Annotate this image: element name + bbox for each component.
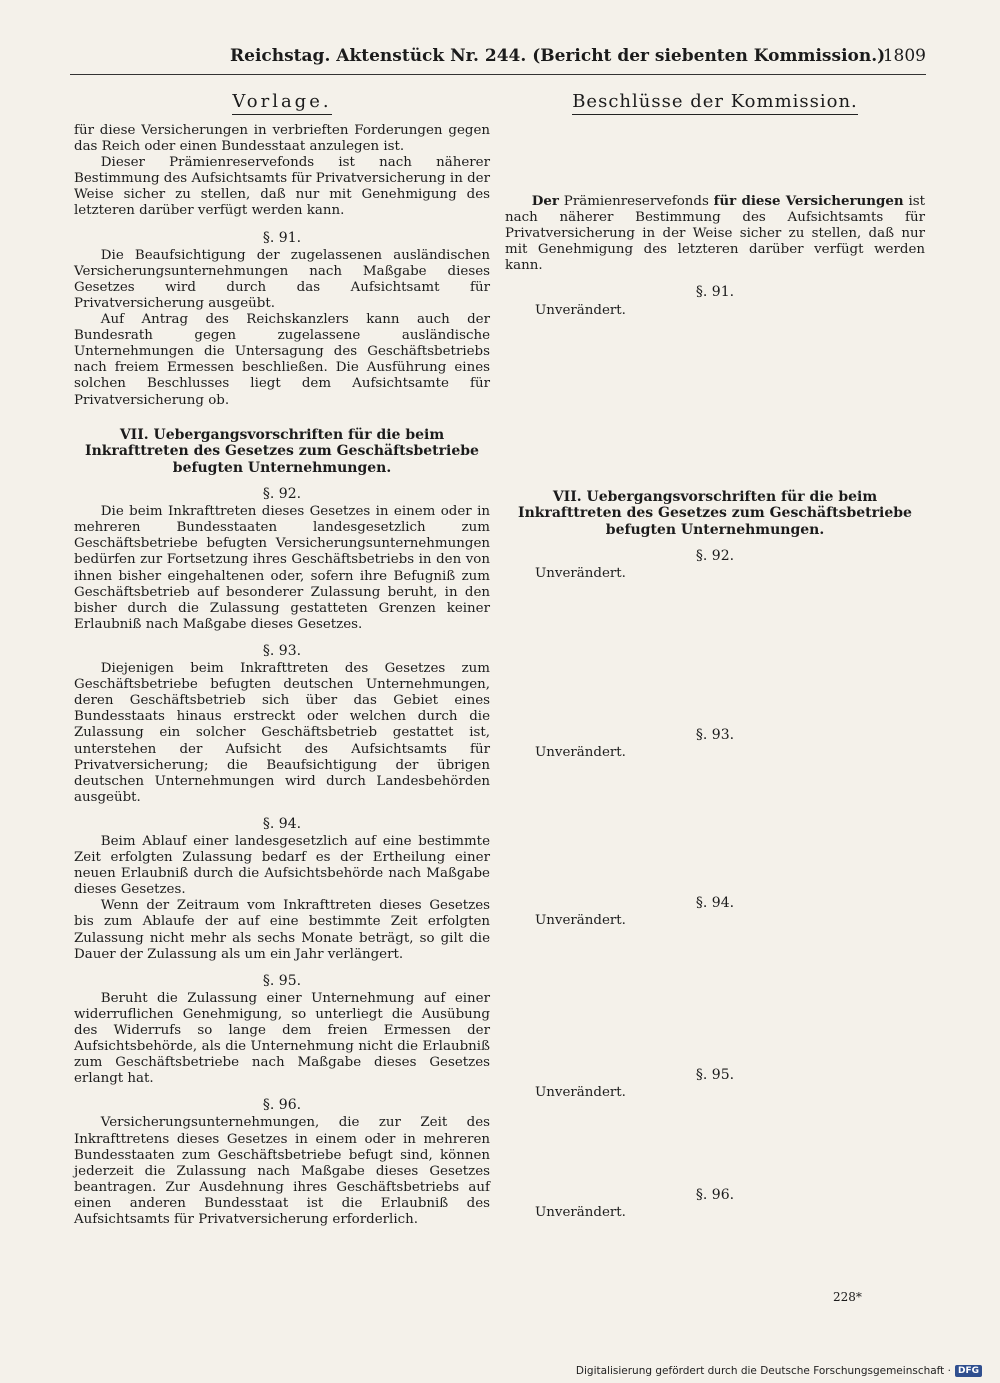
section-number: §. 95. (695, 1066, 735, 1083)
unchanged-note: Unverändert. (535, 912, 626, 928)
paragraph: Beruht die Zulassung einer Unternehmung auf einer widerruflichen Genehmigung, so unterliegt die Ausübung des Widerrufs so lange dem freien Ermessen der Aufsichtsbehörde, als die Unternehmung nicht die Erlaubniß zum Geschäftsbetriebe nach Maßgabe dieses Gesetzes erlangt hat. (74, 990, 490, 1087)
unchanged-note: Unverändert. (535, 302, 626, 318)
unchanged-note: Unverändert. (535, 1205, 626, 1220)
dfg-logo: DFG (955, 1365, 982, 1377)
sheet-number: 228* (833, 1290, 862, 1304)
paragraph: Wenn der Zeitraum vom Inkrafttreten dieses Gesetzes bis zum Ablaufe der auf eine bestimmte Zeit erfolgten Zulassung nicht mehr als sechs Monate beträgt, so gilt die Dauer der Zulassung als um ein Jahr verlängert. (74, 898, 490, 962)
unchanged-note: Unverändert. (535, 1084, 626, 1100)
paragraph: Der Prämienreservefonds für diese Versicherungen ist nach näherer Bestimmung des Aufsichtsamts für Privatversicherung in der Weise sicher zu stellen, daß nur mit Genehmigung des letzteren darüber verfügt werden kann. (505, 193, 925, 274)
paragraph: Dieser Prämienreservefonds ist nach näherer Bestimmung des Aufsichtsamts für Privatversicherung in der Weise sicher zu stellen, daß nur mit Genehmigung des letzteren darüber verfügt werden kann. (74, 155, 490, 219)
section-number: §. 91. (262, 229, 302, 246)
section-number: §. 91. (695, 284, 735, 301)
section-number: §. 92. (262, 486, 302, 503)
section-number: §. 94. (262, 815, 302, 832)
column-beschluesse (505, 90, 925, 1221)
column-heading-beschluesse: Beschlüsse der Kommission. (505, 90, 925, 115)
section-number: §. 92. (695, 548, 735, 565)
section-number: §. 96. (695, 1186, 735, 1203)
paragraph: Die Beaufsichtigung der zugelassenen ausländischen Versicherungsunternehmungen nach Maßgabe dieses Gesetzes wird durch das Aufsichtsamt für Privatversicherung ausgeübt. (74, 247, 490, 311)
running-title: Reichstag. Aktenstück Nr. 244. (Bericht der siebenten Kommission.) (230, 46, 886, 66)
digitization-credit (576, 1365, 982, 1377)
page-number: 1809 (882, 46, 926, 66)
chapter-heading: VII. Uebergangsvorschriften für die beim Inkrafttreten des Gesetzes zum Geschäftsbetriebe befugten Unternehmungen. (518, 488, 912, 538)
unchanged-note: Unverändert. (535, 745, 626, 761)
column-heading-vorlage: Vorlage. (74, 90, 490, 115)
section-number: §. 93. (695, 727, 735, 744)
unchanged-note: Unverändert. (535, 566, 626, 582)
section-number: §. 93. (262, 642, 302, 659)
paragraph: Auf Antrag des Reichskanzlers kann auch der Bundesrath gegen zugelassene ausländische Unternehmungen die Untersagung des Geschäftsbetriebs nach freiem Ermessen beschließen. Die Ausführung eines solchen Beschlusses liegt dem Aufsichtsamte für Privatversicherung ob. (74, 312, 490, 408)
section-number: §. 95. (262, 972, 302, 989)
paragraph: für diese Versicherungen in verbrieften Forderungen gegen das Reich oder einen Bundesstaat anzulegen ist. (74, 123, 490, 155)
section-number: §. 96. (262, 1097, 302, 1114)
section-number: §. 94. (695, 894, 735, 911)
paragraph: Versicherungsunternehmungen, die zur Zeit des Inkrafttretens dieses Gesetzes in einem oder in mehreren Bundesstaaten zum Geschäftsbetriebe befugt sind, können jederzeit die Zulassung nach Maßgabe dieses Gesetzes beantragen. Zur Ausdehnung ihres Geschäftsbetriebs auf einen anderen Bundesstaat ist die Erlaubniß des Aufsichtsamts für Privatversicherung erforderlich. (74, 1115, 490, 1228)
column-vorlage (74, 90, 490, 1228)
credit-text: Digitalisierung gefördert durch die Deutsche Forschungsgemeinschaft · (575, 1365, 951, 1377)
page-header (70, 44, 926, 75)
chapter-heading: VII. Uebergangsvorschriften für die beim Inkrafttreten des Gesetzes zum Geschäftsbetriebe befugten Unternehmungen. (85, 426, 479, 476)
paragraph: Beim Ablauf einer landesgesetzlich auf eine bestimmte Zeit erfolgten Zulassung bedarf es der Ertheilung einer neuen Erlaubniß durch die Aufsichtsbehörde nach Maßgabe dieses Gesetzes. (74, 833, 490, 898)
paragraph: Diejenigen beim Inkrafttreten des Gesetzes zum Geschäftsbetriebe befugten deutschen Unternehmungen, deren Geschäftsbetrieb sich über das Gebiet eines Bundesstaats hinaus erstreckt oder welchen durch die Zulassung ein solcher Geschäftsbetrieb gestattet ist, unterstehen der Aufsicht des Aufsichtsamts für Privatversicherung; die Beaufsichtigung der übrigen deutschen Unternehmungen wird durch Landesbehörden ausgeübt. (74, 661, 490, 805)
paragraph: Die beim Inkrafttreten dieses Gesetzes in einem oder in mehreren Bundesstaaten landesgesetzlich zum Geschäftsbetriebe befugten Versicherungsunternehmungen bedürfen zur Fortsetzung ihres Geschäftsbetriebs in den von ihnen bisher eingehaltenen oder, sofern ihre Befugniß zum Geschäftsbetrieb auf besonderer Zulassung beruht, in den bisher durch die Zulassung gestatteten Grenzen keiner Erlaubniß nach Maßgabe dieses Gesetzes. (74, 504, 490, 632)
